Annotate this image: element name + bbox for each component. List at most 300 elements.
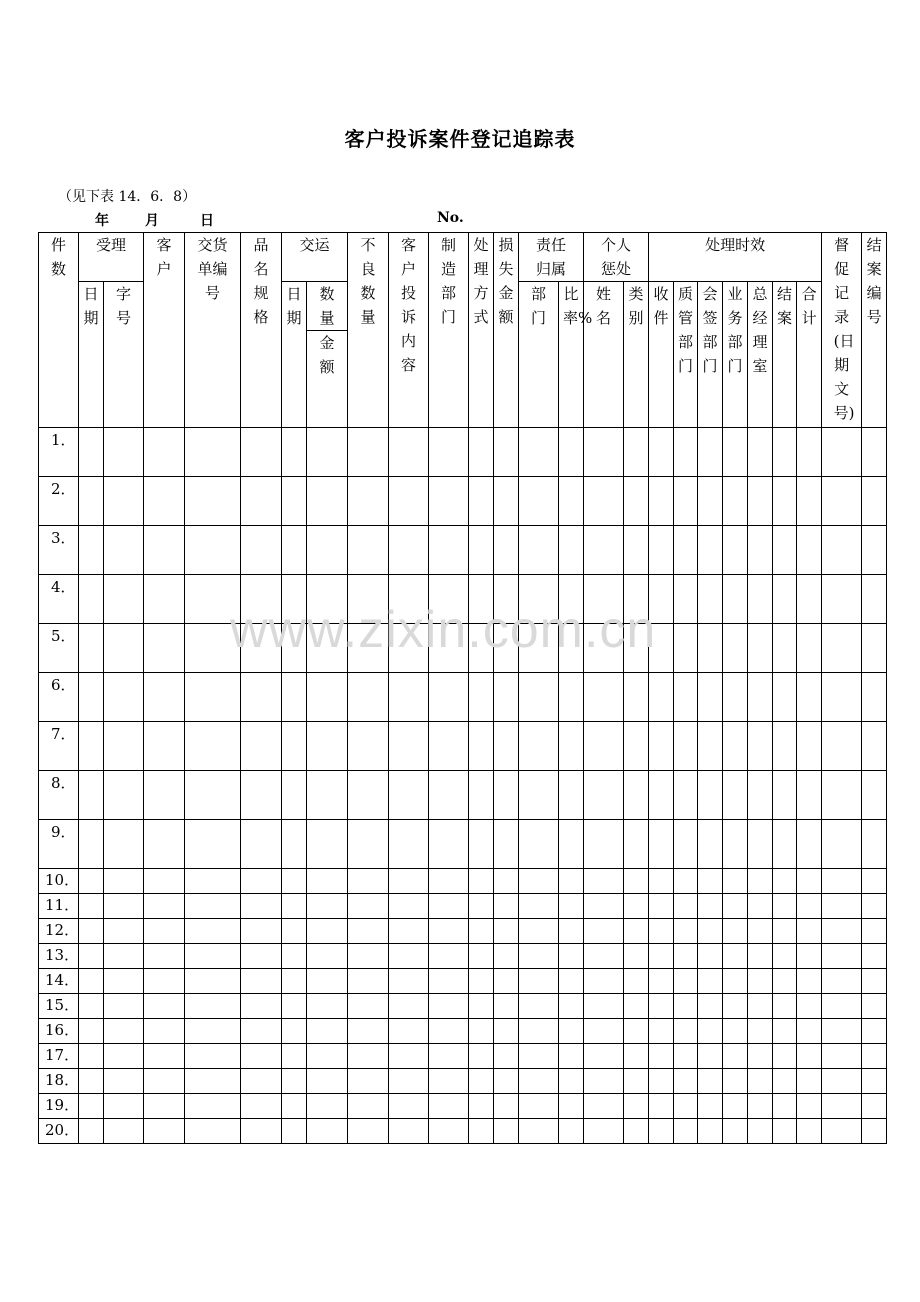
table-cell[interactable]	[494, 673, 519, 722]
table-cell[interactable]	[282, 1119, 307, 1144]
table-cell[interactable]	[584, 1069, 624, 1094]
table-cell[interactable]	[674, 944, 698, 969]
table-cell[interactable]	[144, 1069, 185, 1094]
table-cell[interactable]	[185, 1119, 241, 1144]
table-cell[interactable]	[773, 624, 797, 673]
table-cell[interactable]	[429, 771, 469, 820]
table-cell[interactable]	[144, 673, 185, 722]
table-cell[interactable]	[79, 994, 104, 1019]
table-cell[interactable]	[698, 624, 723, 673]
table-cell[interactable]	[389, 771, 429, 820]
table-cell[interactable]	[797, 1069, 822, 1094]
table-cell[interactable]	[559, 1094, 584, 1119]
table-cell[interactable]	[389, 673, 429, 722]
table-cell[interactable]	[144, 1119, 185, 1144]
table-cell[interactable]	[584, 1119, 624, 1144]
table-cell[interactable]	[241, 1069, 282, 1094]
table-cell[interactable]	[748, 477, 773, 526]
table-cell[interactable]	[649, 1119, 674, 1144]
table-cell[interactable]	[822, 994, 862, 1019]
table-cell[interactable]	[185, 477, 241, 526]
table-cell[interactable]	[519, 919, 559, 944]
table-cell[interactable]	[144, 575, 185, 624]
table-cell[interactable]	[494, 919, 519, 944]
table-cell[interactable]	[185, 969, 241, 994]
table-cell[interactable]	[469, 1119, 494, 1144]
table-cell[interactable]	[723, 919, 748, 944]
table-cell[interactable]	[144, 919, 185, 944]
table-cell[interactable]	[698, 1019, 723, 1044]
table-cell[interactable]	[624, 919, 649, 944]
table-cell[interactable]	[348, 771, 389, 820]
table-cell[interactable]	[559, 944, 584, 969]
table-cell[interactable]	[797, 1094, 822, 1119]
table-cell[interactable]	[348, 944, 389, 969]
table-cell[interactable]	[79, 575, 104, 624]
table-cell[interactable]	[469, 722, 494, 771]
table-cell[interactable]	[429, 994, 469, 1019]
table-cell[interactable]	[185, 894, 241, 919]
table-cell[interactable]	[348, 969, 389, 994]
table-cell[interactable]	[307, 1094, 348, 1119]
table-cell[interactable]	[748, 994, 773, 1019]
table-cell[interactable]	[348, 1019, 389, 1044]
table-cell[interactable]	[698, 869, 723, 894]
table-cell[interactable]	[822, 969, 862, 994]
table-cell[interactable]	[649, 722, 674, 771]
table-cell[interactable]	[748, 428, 773, 477]
table-cell[interactable]	[559, 1044, 584, 1069]
table-cell[interactable]	[429, 969, 469, 994]
table-cell[interactable]	[797, 1019, 822, 1044]
table-cell[interactable]	[649, 869, 674, 894]
table-cell[interactable]	[822, 477, 862, 526]
table-cell[interactable]	[519, 894, 559, 919]
table-cell[interactable]	[144, 944, 185, 969]
table-cell[interactable]	[519, 1069, 559, 1094]
table-cell[interactable]	[674, 869, 698, 894]
table-cell[interactable]	[624, 526, 649, 575]
table-cell[interactable]	[104, 1019, 144, 1044]
table-cell[interactable]	[282, 477, 307, 526]
table-cell[interactable]	[469, 1094, 494, 1119]
table-cell[interactable]	[797, 894, 822, 919]
table-cell[interactable]	[79, 1094, 104, 1119]
table-cell[interactable]	[723, 428, 748, 477]
table-cell[interactable]	[822, 1044, 862, 1069]
table-cell[interactable]	[698, 1044, 723, 1069]
table-cell[interactable]	[104, 428, 144, 477]
table-cell[interactable]	[723, 1044, 748, 1069]
table-cell[interactable]	[494, 1069, 519, 1094]
table-cell[interactable]	[241, 428, 282, 477]
table-cell[interactable]	[698, 994, 723, 1019]
table-cell[interactable]	[494, 994, 519, 1019]
table-cell[interactable]	[862, 575, 887, 624]
table-cell[interactable]	[584, 869, 624, 894]
table-cell[interactable]	[862, 1019, 887, 1044]
table-cell[interactable]	[389, 428, 429, 477]
table-cell[interactable]	[519, 477, 559, 526]
table-cell[interactable]	[797, 919, 822, 944]
table-cell[interactable]	[698, 722, 723, 771]
table-cell[interactable]	[584, 477, 624, 526]
table-cell[interactable]	[79, 969, 104, 994]
table-cell[interactable]	[519, 820, 559, 869]
table-cell[interactable]	[773, 771, 797, 820]
table-cell[interactable]	[797, 722, 822, 771]
table-cell[interactable]	[144, 869, 185, 894]
table-cell[interactable]	[389, 1019, 429, 1044]
table-cell[interactable]	[185, 771, 241, 820]
table-cell[interactable]	[282, 994, 307, 1019]
table-cell[interactable]	[649, 477, 674, 526]
table-cell[interactable]	[429, 944, 469, 969]
table-cell[interactable]	[862, 1069, 887, 1094]
table-cell[interactable]	[348, 722, 389, 771]
table-cell[interactable]	[624, 1019, 649, 1044]
table-cell[interactable]	[389, 994, 429, 1019]
table-cell[interactable]	[144, 624, 185, 673]
table-cell[interactable]	[674, 994, 698, 1019]
table-cell[interactable]	[282, 1044, 307, 1069]
table-cell[interactable]	[674, 575, 698, 624]
table-cell[interactable]	[348, 1094, 389, 1119]
table-cell[interactable]	[469, 944, 494, 969]
table-cell[interactable]	[494, 1019, 519, 1044]
table-cell[interactable]	[389, 969, 429, 994]
table-cell[interactable]	[519, 1044, 559, 1069]
table-cell[interactable]	[624, 969, 649, 994]
table-cell[interactable]	[282, 526, 307, 575]
table-cell[interactable]	[348, 1119, 389, 1144]
table-cell[interactable]	[748, 771, 773, 820]
table-cell[interactable]	[674, 1019, 698, 1044]
table-cell[interactable]	[241, 994, 282, 1019]
table-cell[interactable]	[307, 1119, 348, 1144]
table-cell[interactable]	[862, 820, 887, 869]
table-cell[interactable]	[104, 919, 144, 944]
table-cell[interactable]	[584, 994, 624, 1019]
table-cell[interactable]	[79, 624, 104, 673]
table-cell[interactable]	[773, 894, 797, 919]
table-cell[interactable]	[559, 673, 584, 722]
table-cell[interactable]	[674, 969, 698, 994]
table-cell[interactable]	[584, 1044, 624, 1069]
table-cell[interactable]	[797, 575, 822, 624]
table-cell[interactable]	[307, 919, 348, 944]
table-cell[interactable]	[185, 869, 241, 894]
table-cell[interactable]	[559, 428, 584, 477]
table-cell[interactable]	[698, 1119, 723, 1144]
table-cell[interactable]	[698, 477, 723, 526]
table-cell[interactable]	[185, 1094, 241, 1119]
table-cell[interactable]	[723, 1019, 748, 1044]
table-cell[interactable]	[559, 894, 584, 919]
table-cell[interactable]	[723, 673, 748, 722]
table-cell[interactable]	[185, 1044, 241, 1069]
table-cell[interactable]	[282, 969, 307, 994]
table-cell[interactable]	[862, 771, 887, 820]
table-cell[interactable]	[429, 722, 469, 771]
table-cell[interactable]	[674, 1094, 698, 1119]
table-cell[interactable]	[797, 477, 822, 526]
table-cell[interactable]	[822, 820, 862, 869]
table-cell[interactable]	[185, 526, 241, 575]
table-cell[interactable]	[584, 1094, 624, 1119]
table-cell[interactable]	[79, 673, 104, 722]
table-cell[interactable]	[822, 624, 862, 673]
table-cell[interactable]	[144, 477, 185, 526]
table-cell[interactable]	[698, 1069, 723, 1094]
table-cell[interactable]	[584, 919, 624, 944]
table-cell[interactable]	[559, 994, 584, 1019]
table-cell[interactable]	[584, 894, 624, 919]
table-cell[interactable]	[698, 944, 723, 969]
table-cell[interactable]	[104, 526, 144, 575]
table-cell[interactable]	[773, 944, 797, 969]
table-cell[interactable]	[519, 771, 559, 820]
table-cell[interactable]	[144, 1019, 185, 1044]
table-cell[interactable]	[79, 869, 104, 894]
table-cell[interactable]	[748, 820, 773, 869]
table-cell[interactable]	[104, 969, 144, 994]
table-cell[interactable]	[773, 969, 797, 994]
table-cell[interactable]	[144, 526, 185, 575]
table-cell[interactable]	[241, 1019, 282, 1044]
table-cell[interactable]	[519, 994, 559, 1019]
table-cell[interactable]	[559, 771, 584, 820]
table-cell[interactable]	[723, 1069, 748, 1094]
table-cell[interactable]	[674, 428, 698, 477]
table-cell[interactable]	[282, 722, 307, 771]
table-cell[interactable]	[307, 1019, 348, 1044]
table-cell[interactable]	[773, 428, 797, 477]
table-cell[interactable]	[389, 919, 429, 944]
table-cell[interactable]	[307, 894, 348, 919]
table-cell[interactable]	[348, 894, 389, 919]
table-cell[interactable]	[185, 722, 241, 771]
table-cell[interactable]	[429, 1119, 469, 1144]
table-cell[interactable]	[723, 820, 748, 869]
table-cell[interactable]	[429, 526, 469, 575]
table-cell[interactable]	[559, 1069, 584, 1094]
table-cell[interactable]	[584, 673, 624, 722]
table-cell[interactable]	[144, 1044, 185, 1069]
table-cell[interactable]	[104, 994, 144, 1019]
table-cell[interactable]	[674, 722, 698, 771]
table-cell[interactable]	[649, 969, 674, 994]
table-cell[interactable]	[494, 722, 519, 771]
table-cell[interactable]	[282, 820, 307, 869]
table-cell[interactable]	[104, 575, 144, 624]
table-cell[interactable]	[282, 869, 307, 894]
table-cell[interactable]	[674, 1119, 698, 1144]
table-cell[interactable]	[282, 1094, 307, 1119]
table-cell[interactable]	[748, 1119, 773, 1144]
table-cell[interactable]	[862, 722, 887, 771]
table-cell[interactable]	[822, 771, 862, 820]
table-cell[interactable]	[649, 428, 674, 477]
table-cell[interactable]	[862, 969, 887, 994]
table-cell[interactable]	[822, 673, 862, 722]
table-cell[interactable]	[185, 1019, 241, 1044]
table-cell[interactable]	[797, 1119, 822, 1144]
table-cell[interactable]	[348, 1044, 389, 1069]
table-cell[interactable]	[79, 1019, 104, 1044]
table-cell[interactable]	[862, 919, 887, 944]
table-cell[interactable]	[649, 1094, 674, 1119]
table-cell[interactable]	[748, 1019, 773, 1044]
table-cell[interactable]	[748, 624, 773, 673]
table-cell[interactable]	[519, 869, 559, 894]
table-cell[interactable]	[584, 722, 624, 771]
table-cell[interactable]	[862, 1119, 887, 1144]
table-cell[interactable]	[241, 1119, 282, 1144]
table-cell[interactable]	[104, 894, 144, 919]
table-cell[interactable]	[144, 771, 185, 820]
table-cell[interactable]	[307, 944, 348, 969]
table-cell[interactable]	[624, 894, 649, 919]
table-cell[interactable]	[494, 1119, 519, 1144]
table-cell[interactable]	[519, 969, 559, 994]
table-cell[interactable]	[748, 1069, 773, 1094]
table-cell[interactable]	[723, 526, 748, 575]
table-cell[interactable]	[104, 477, 144, 526]
table-cell[interactable]	[559, 477, 584, 526]
table-cell[interactable]	[698, 428, 723, 477]
table-cell[interactable]	[519, 1019, 559, 1044]
table-cell[interactable]	[469, 477, 494, 526]
table-cell[interactable]	[519, 722, 559, 771]
table-cell[interactable]	[723, 477, 748, 526]
table-cell[interactable]	[773, 994, 797, 1019]
table-cell[interactable]	[469, 820, 494, 869]
table-cell[interactable]	[797, 820, 822, 869]
table-cell[interactable]	[822, 428, 862, 477]
table-cell[interactable]	[469, 771, 494, 820]
table-cell[interactable]	[674, 1069, 698, 1094]
table-cell[interactable]	[748, 869, 773, 894]
table-cell[interactable]	[519, 1094, 559, 1119]
table-cell[interactable]	[584, 969, 624, 994]
table-cell[interactable]	[282, 771, 307, 820]
table-cell[interactable]	[494, 944, 519, 969]
table-cell[interactable]	[773, 869, 797, 894]
table-cell[interactable]	[348, 820, 389, 869]
table-cell[interactable]	[559, 969, 584, 994]
table-cell[interactable]	[185, 1069, 241, 1094]
table-cell[interactable]	[79, 477, 104, 526]
table-cell[interactable]	[104, 944, 144, 969]
table-cell[interactable]	[429, 673, 469, 722]
table-cell[interactable]	[624, 1119, 649, 1144]
table-cell[interactable]	[307, 771, 348, 820]
table-cell[interactable]	[307, 969, 348, 994]
table-cell[interactable]	[674, 624, 698, 673]
table-cell[interactable]	[649, 673, 674, 722]
table-cell[interactable]	[494, 477, 519, 526]
table-cell[interactable]	[241, 969, 282, 994]
table-cell[interactable]	[723, 1119, 748, 1144]
table-cell[interactable]	[241, 526, 282, 575]
table-cell[interactable]	[79, 894, 104, 919]
table-cell[interactable]	[469, 894, 494, 919]
table-cell[interactable]	[144, 1094, 185, 1119]
table-cell[interactable]	[348, 1069, 389, 1094]
table-cell[interactable]	[307, 1069, 348, 1094]
table-cell[interactable]	[348, 526, 389, 575]
table-cell[interactable]	[144, 722, 185, 771]
table-cell[interactable]	[519, 526, 559, 575]
table-cell[interactable]	[429, 1019, 469, 1044]
table-cell[interactable]	[79, 1044, 104, 1069]
table-cell[interactable]	[348, 994, 389, 1019]
table-cell[interactable]	[624, 771, 649, 820]
table-cell[interactable]	[797, 969, 822, 994]
table-cell[interactable]	[144, 969, 185, 994]
table-cell[interactable]	[389, 526, 429, 575]
table-cell[interactable]	[822, 944, 862, 969]
table-cell[interactable]	[773, 722, 797, 771]
table-cell[interactable]	[469, 673, 494, 722]
table-cell[interactable]	[104, 820, 144, 869]
table-cell[interactable]	[494, 771, 519, 820]
table-cell[interactable]	[79, 428, 104, 477]
table-cell[interactable]	[469, 526, 494, 575]
table-cell[interactable]	[519, 428, 559, 477]
table-cell[interactable]	[649, 771, 674, 820]
table-cell[interactable]	[79, 919, 104, 944]
table-cell[interactable]	[429, 1044, 469, 1069]
table-cell[interactable]	[104, 722, 144, 771]
table-cell[interactable]	[104, 673, 144, 722]
table-cell[interactable]	[748, 575, 773, 624]
table-cell[interactable]	[698, 969, 723, 994]
table-cell[interactable]	[241, 722, 282, 771]
table-cell[interactable]	[519, 944, 559, 969]
table-cell[interactable]	[674, 894, 698, 919]
table-cell[interactable]	[494, 894, 519, 919]
table-cell[interactable]	[307, 526, 348, 575]
table-cell[interactable]	[862, 1044, 887, 1069]
table-cell[interactable]	[104, 1119, 144, 1144]
table-cell[interactable]	[559, 526, 584, 575]
table-cell[interactable]	[649, 894, 674, 919]
table-cell[interactable]	[674, 1044, 698, 1069]
table-cell[interactable]	[584, 820, 624, 869]
table-cell[interactable]	[429, 1069, 469, 1094]
table-cell[interactable]	[559, 722, 584, 771]
table-cell[interactable]	[698, 575, 723, 624]
table-cell[interactable]	[185, 944, 241, 969]
table-cell[interactable]	[674, 771, 698, 820]
table-cell[interactable]	[282, 919, 307, 944]
table-cell[interactable]	[797, 624, 822, 673]
table-cell[interactable]	[674, 673, 698, 722]
table-cell[interactable]	[241, 477, 282, 526]
table-cell[interactable]	[624, 869, 649, 894]
table-cell[interactable]	[748, 894, 773, 919]
table-cell[interactable]	[185, 820, 241, 869]
table-cell[interactable]	[748, 969, 773, 994]
table-cell[interactable]	[822, 1069, 862, 1094]
table-cell[interactable]	[723, 994, 748, 1019]
table-cell[interactable]	[624, 1094, 649, 1119]
table-cell[interactable]	[429, 1094, 469, 1119]
table-cell[interactable]	[144, 820, 185, 869]
table-cell[interactable]	[698, 771, 723, 820]
